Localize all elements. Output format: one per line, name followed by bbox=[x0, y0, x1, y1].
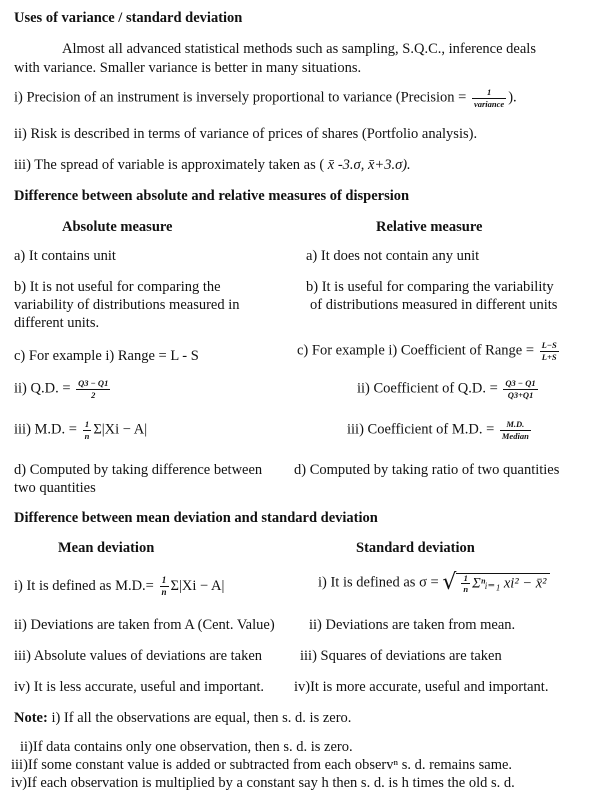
note-i bbox=[14, 709, 351, 727]
intro-line-1: Almost all advanced statistical methods such as sampling, S.Q.C., inference deals bbox=[62, 41, 536, 57]
sd-def-fraction bbox=[461, 574, 470, 594]
section-title-uses: Uses of variance / standard deviation bbox=[14, 10, 243, 26]
use-item-iii bbox=[14, 156, 411, 174]
note-i-text: i) If all the observations are equal, then s. d. is zero. bbox=[51, 710, 352, 726]
use-item-ii: ii) Risk is described in terms of variance of prices of shares (Portfolio analysis). bbox=[14, 126, 478, 142]
md-def-numerator: 1 bbox=[160, 576, 169, 587]
md-ii: ii) Deviations are taken from A (Cent. Value) bbox=[14, 617, 275, 633]
absolute-b-line1: b) It is not useful for comparing the bbox=[14, 279, 221, 295]
relative-iii bbox=[347, 420, 533, 440]
md-iv: iv) It is less accurate, useful and important. bbox=[14, 679, 265, 695]
note-ii: ii)If data contains only one observation, then s. d. is zero. bbox=[20, 739, 353, 755]
md-coefficient-denominator: Median bbox=[501, 430, 529, 441]
absolute-iii-text: iii) M.D. = bbox=[14, 421, 77, 438]
sd-def-denominator: n bbox=[463, 584, 469, 594]
use-item-i-text: i) Precision of an instrument is inversely proportional to variance (Precision = bbox=[14, 89, 467, 106]
standard-deviation-heading: Standard deviation bbox=[356, 540, 475, 556]
square-root-icon: √ bbox=[442, 570, 457, 595]
absolute-c: c) For example i) Range = L - S bbox=[14, 348, 199, 364]
sd-i bbox=[318, 572, 550, 594]
md-iii: iii) Absolute values of deviations are taken bbox=[14, 648, 263, 664]
relative-ii-text: ii) Coefficient of Q.D. = bbox=[357, 380, 498, 397]
md-def-denominator: n bbox=[161, 587, 167, 597]
qd-coefficient-fraction bbox=[503, 379, 537, 399]
md-i bbox=[14, 576, 224, 597]
sd-i-text: i) It is defined as σ = bbox=[318, 574, 439, 591]
absolute-ii bbox=[14, 379, 112, 399]
relative-ii bbox=[357, 379, 540, 399]
use-item-iii-start: iii) The spread of variable is approximately taken as ( bbox=[14, 157, 325, 173]
relative-c bbox=[297, 341, 561, 361]
md-def-sum: Σ|Xi − A| bbox=[170, 577, 225, 594]
sd-iv: iv)It is more accurate, useful and important. bbox=[294, 679, 549, 695]
md-i-text: i) It is defined as M.D.= bbox=[14, 577, 154, 594]
sd-iii: iii) Squares of deviations are taken bbox=[300, 648, 502, 664]
relative-b-line2: of distributions measured in different units bbox=[310, 297, 558, 313]
sd-def-expression: Σⁿᵢ₌₁ xi² − x̄² bbox=[472, 574, 547, 591]
sd-radicand bbox=[456, 573, 549, 594]
qd-fraction bbox=[76, 379, 110, 399]
md-abs-sum: Σ|Xi − A| bbox=[93, 421, 148, 438]
precision-denominator: variance bbox=[473, 98, 505, 109]
use-item-i bbox=[14, 88, 517, 108]
intro-line-2: with variance. Smaller variance is better in many situations. bbox=[14, 60, 362, 76]
range-coefficient-denominator: L+S bbox=[541, 351, 557, 362]
relative-measure-heading: Relative measure bbox=[376, 219, 483, 235]
note-iv: iv)If each observation is multiplied by a constant say h then s. d. is h times the old s. d. bbox=[11, 775, 515, 791]
md-abs-numerator: 1 bbox=[83, 420, 92, 431]
relative-b-line1: b) It is useful for comparing the variability bbox=[306, 279, 554, 295]
absolute-iii bbox=[14, 420, 147, 440]
qd-numerator: Q3 − Q1 bbox=[78, 378, 109, 388]
precision-numerator: 1 bbox=[472, 88, 506, 99]
sd-formula-root bbox=[442, 572, 549, 594]
precision-fraction bbox=[472, 88, 506, 108]
md-coefficient-numerator: M.D. bbox=[500, 420, 531, 431]
range-coefficient-fraction bbox=[540, 341, 559, 361]
md-def-fraction bbox=[160, 576, 169, 597]
note-iii: iii)If some constant value is added or subtracted from each observⁿ s. d. remains same. bbox=[11, 757, 513, 773]
relative-d: d) Computed by taking ratio of two quantities bbox=[294, 462, 560, 478]
absolute-b-line2: variability of distributions measured in bbox=[14, 297, 240, 313]
absolute-d-line2: two quantities bbox=[14, 480, 96, 496]
qd-coefficient-numerator: Q3 − Q1 bbox=[505, 378, 536, 388]
relative-iii-text: iii) Coefficient of M.D. = bbox=[347, 421, 495, 438]
section-title-dispersion: Difference between absolute and relative measures of dispersion bbox=[14, 188, 410, 204]
md-coefficient-fraction bbox=[500, 420, 531, 440]
md-abs-denominator: n bbox=[84, 430, 90, 441]
sd-def-numerator: 1 bbox=[461, 574, 470, 585]
qd-denominator: 2 bbox=[91, 389, 96, 400]
relative-a: a) It does not contain any unit bbox=[306, 248, 480, 264]
section-title-deviation: Difference between mean deviation and standard deviation bbox=[14, 510, 378, 526]
absolute-ii-text: ii) Q.D. = bbox=[14, 380, 71, 397]
absolute-a: a) It contains unit bbox=[14, 248, 116, 264]
mean-deviation-heading: Mean deviation bbox=[58, 540, 155, 556]
relative-c-text: c) For example i) Coefficient of Range = bbox=[297, 342, 535, 359]
absolute-d-line1: d) Computed by taking difference between bbox=[14, 462, 263, 478]
qd-coefficient-denominator: Q3+Q1 bbox=[507, 389, 534, 400]
absolute-b-line3: different units. bbox=[14, 315, 100, 331]
spread-lower: x̄ -3.σ, bbox=[327, 157, 365, 173]
absolute-measure-heading: Absolute measure bbox=[62, 219, 173, 235]
md-abs-fraction bbox=[83, 420, 92, 440]
note-label: Note: bbox=[14, 710, 48, 726]
range-coefficient-numerator: L−S bbox=[541, 340, 557, 350]
spread-upper: x̄+3.σ). bbox=[367, 157, 411, 173]
sd-ii: ii) Deviations are taken from mean. bbox=[309, 617, 516, 633]
use-item-i-end: ). bbox=[508, 89, 517, 106]
